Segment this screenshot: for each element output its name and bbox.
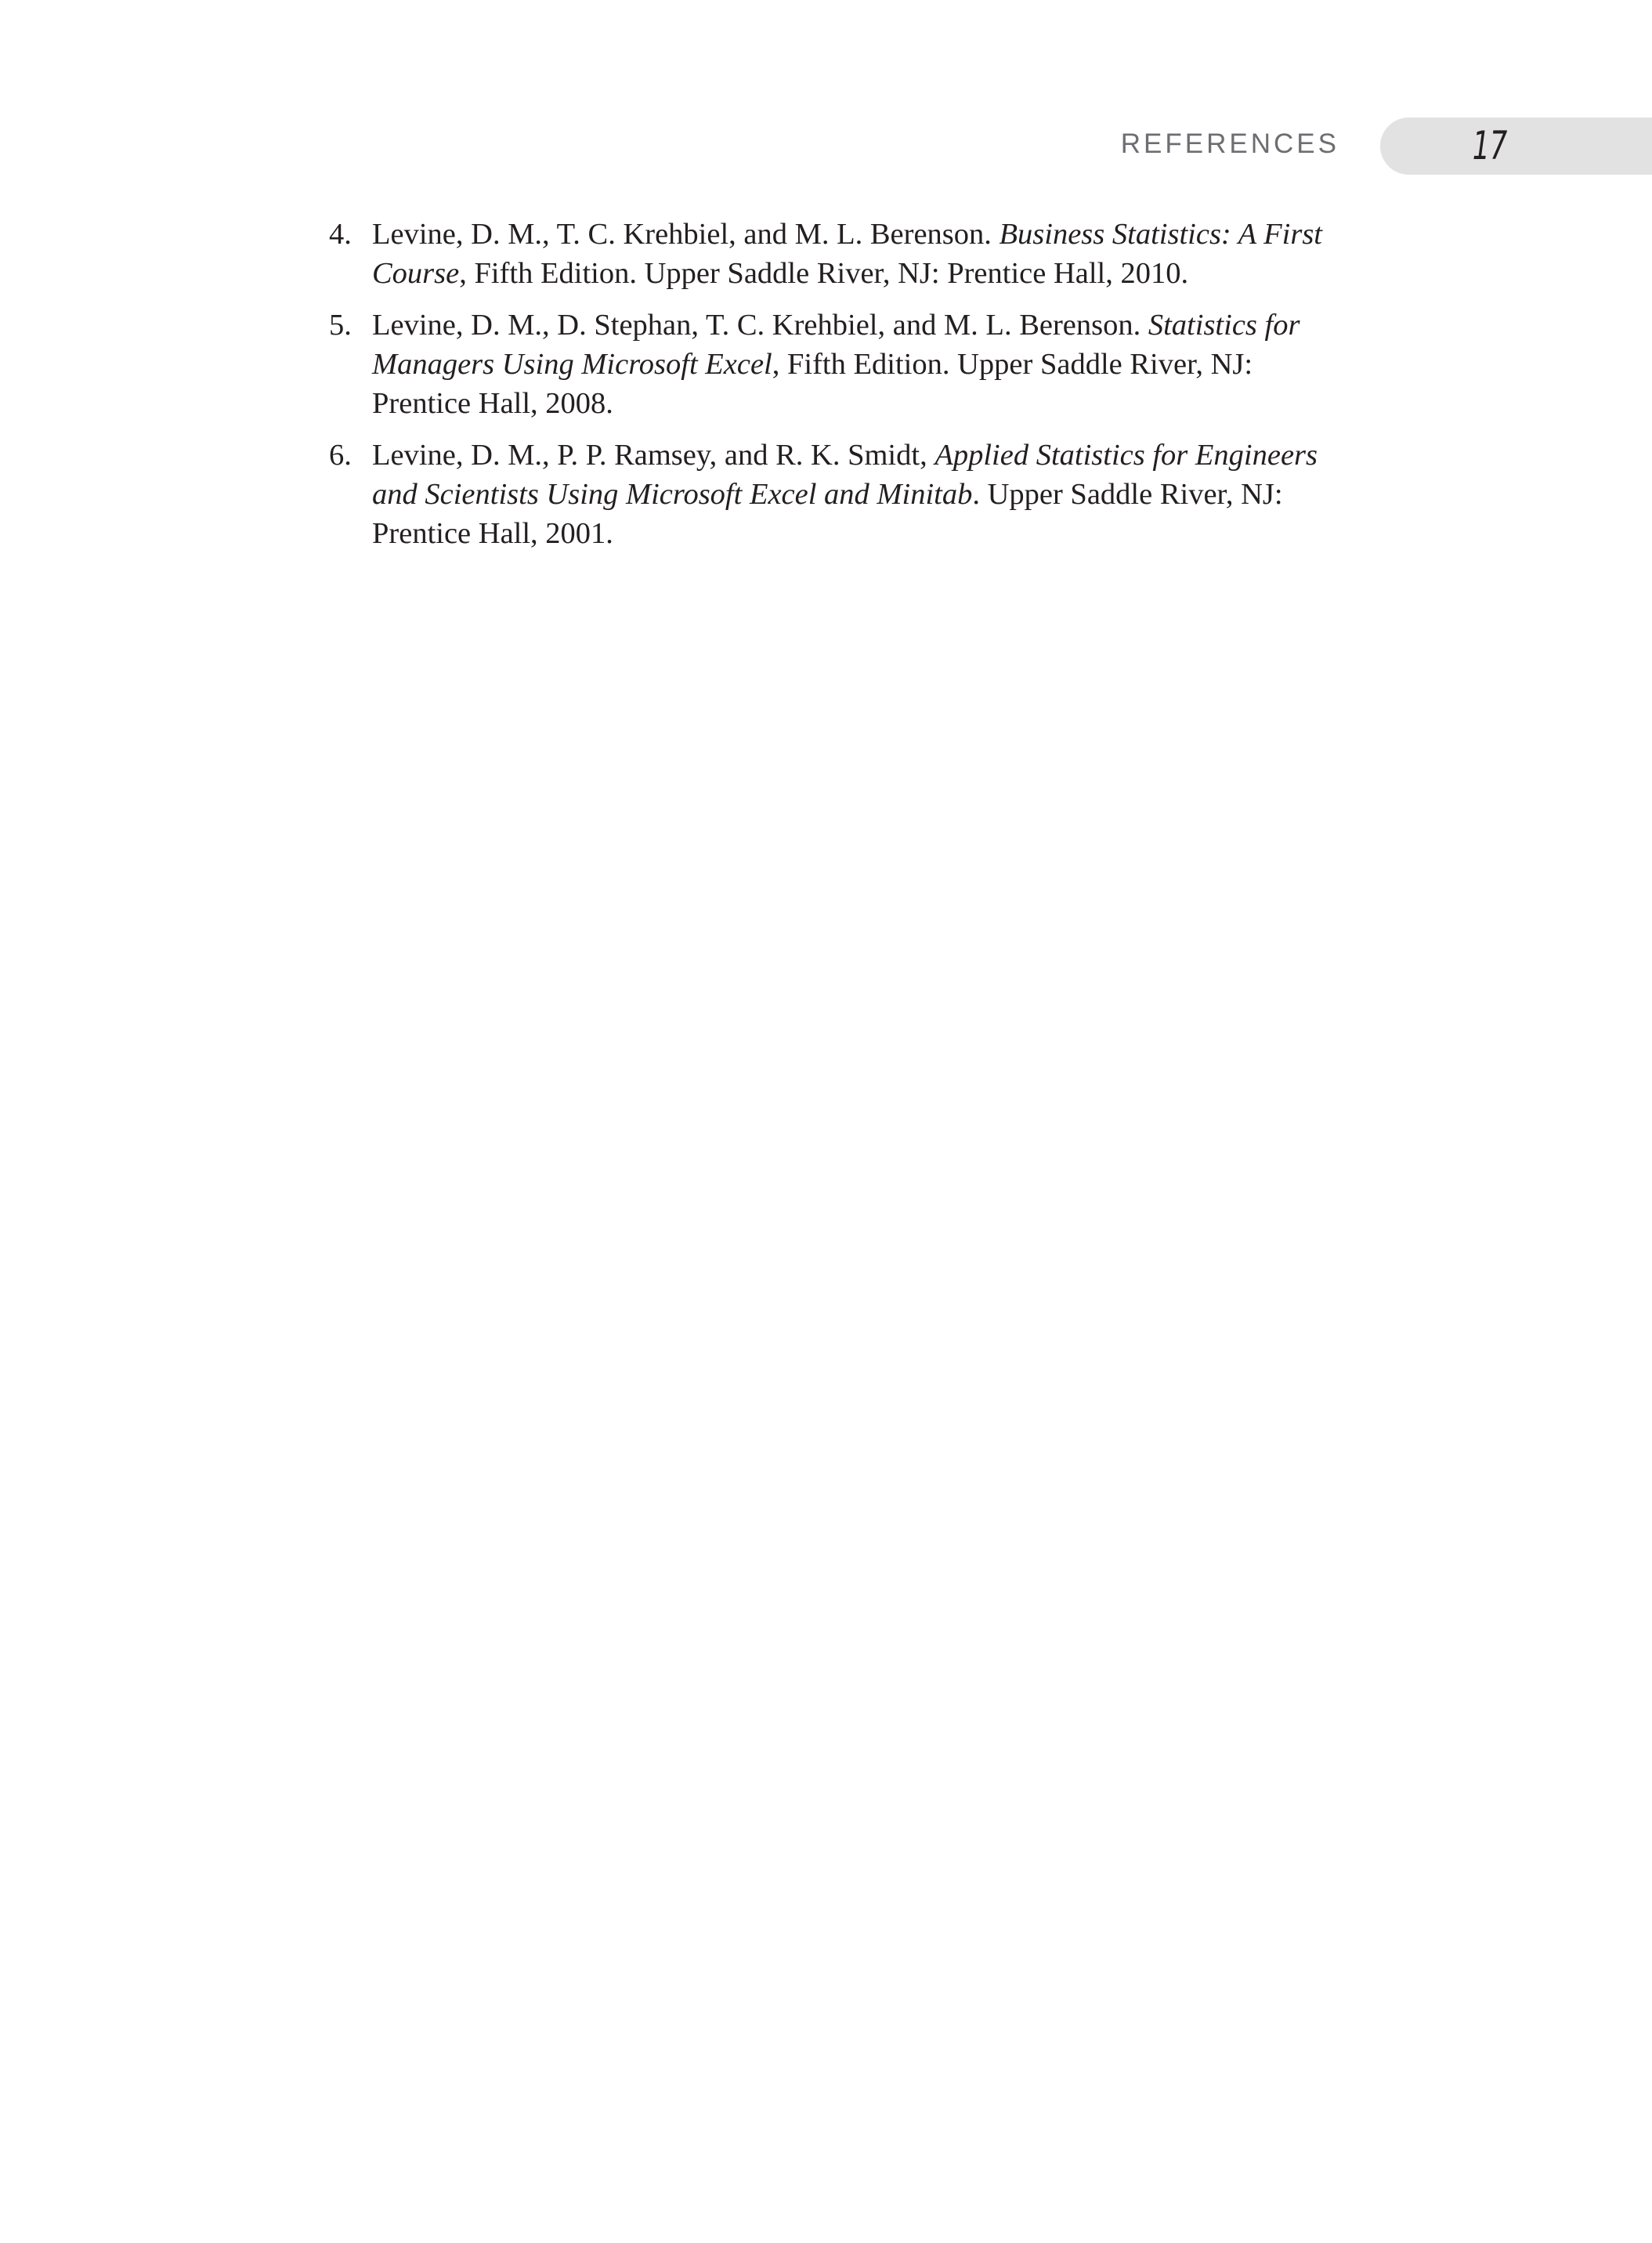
reference-number: 5. — [329, 309, 352, 342]
reference-item-5 — [329, 306, 1355, 423]
reference-title: Business Statistics: A First Course — [372, 218, 1322, 290]
reference-number: 6. — [329, 439, 352, 472]
reference-item-4 — [329, 215, 1355, 293]
reference-authors: Levine, D. M., P. P. Ramsey, and R. K. Smidt, — [372, 439, 935, 472]
reference-item-6 — [329, 436, 1355, 553]
reference-publication: . Upper Saddle River, NJ: Prentice Hall, 2001. — [372, 478, 1283, 550]
page-number-tab — [1380, 118, 1652, 175]
reference-authors: Levine, D. M., D. Stephan, T. C. Krehbiel, and M. L. Berenson. — [372, 309, 1148, 342]
reference-authors: Levine, D. M., T. C. Krehbiel, and M. L. Berenson. — [372, 218, 1000, 251]
reference-number: 4. — [329, 218, 352, 251]
reference-list — [329, 215, 1355, 566]
reference-title: Applied Statistics for Engineers and Scientists Using Microsoft Excel and Minitab — [372, 439, 1318, 511]
reference-publication: , Fifth Edition. Upper Saddle River, NJ: Prentice Hall, 2008. — [372, 348, 1253, 420]
running-head: REFERENCES — [1120, 128, 1339, 159]
reference-publication: , Fifth Edition. Upper Saddle River, NJ: Prentice Hall, 2010. — [459, 257, 1189, 290]
page-number: 17 — [1472, 123, 1508, 168]
reference-title: Statistics for Managers Using Microsoft Excel — [372, 309, 1300, 381]
